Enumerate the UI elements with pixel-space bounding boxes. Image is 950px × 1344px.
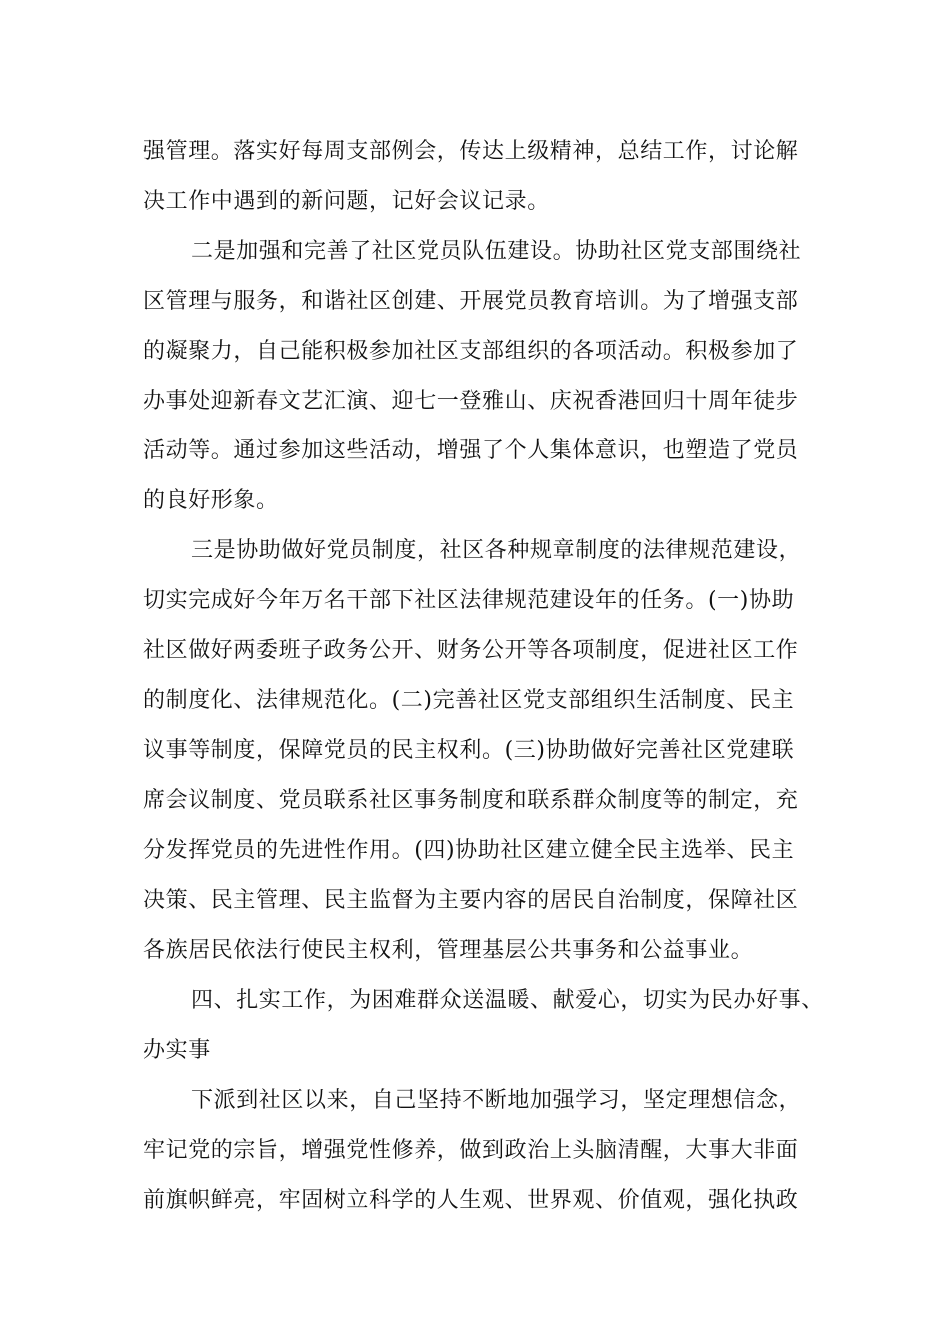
text-line: 分发挥党员的先进性作用。(四)协助社区建立健全民主选举、民主 [143,838,795,863]
paragraph-start-line: 下派到社区以来，自己坚持不断地加强学习，坚定理想信念， [191,1088,802,1113]
text-line: 的良好形象。 [143,488,279,513]
text-line: 牢记党的宗旨，增强党性修养，做到政治上头脑清醒，大事大非面 [143,1138,799,1163]
paragraph-start-line: 二是加强和完善了社区党员队伍建设。协助社区党支部围绕社 [191,239,802,264]
text-line: 区管理与服务，和谐社区创建、开展党员教育培训。为了增强支部 [143,289,799,314]
text-line: 决工作中遇到的新问题，记好会议记录。 [143,189,550,214]
section-heading-line: 办实事 [143,1038,211,1063]
text-line: 切实完成好今年万名干部下社区法律规范建设年的任务。(一)协助 [143,588,795,613]
section-heading-line: 四、扎实工作，为困难群众送温暖、献爱心，切实为民办好事、 [191,988,824,1013]
text-line: 活动等。通过参加这些活动，增强了个人集体意识，也塑造了党员 [143,438,799,463]
text-line: 办事处迎新春文艺汇演、迎七一登雅山、庆祝香港回归十周年徒步 [143,389,799,414]
text-line: 的制度化、法律规范化。(二)完善社区党支部组织生活制度、民主 [143,688,795,713]
text-line: 强管理。落实好每周支部例会，传达上级精神，总结工作，讨论解 [143,139,799,164]
text-line: 决策、民主管理、民主监督为主要内容的居民自治制度，保障社区 [143,888,799,913]
text-line: 各族居民依法行使民主权利，管理基层公共事务和公益事业。 [143,938,754,963]
text-line: 前旗帜鲜亮，牢固树立科学的人生观、世界观、价值观，强化执政 [143,1188,799,1213]
text-line: 议事等制度，保障党员的民主权利。(三)协助做好完善社区党建联 [143,738,795,763]
text-line: 席会议制度、党员联系社区事务制度和联系群众制度等的制定，充 [143,788,799,813]
paragraph-start-line: 三是协助做好党员制度，社区各种规章制度的法律规范建设， [191,538,802,563]
text-line: 社区做好两委班子政务公开、财务公开等各项制度，促进社区工作 [143,638,799,663]
text-line: 的凝聚力，自己能积极参加社区支部组织的各项活动。积极参加了 [143,339,799,364]
